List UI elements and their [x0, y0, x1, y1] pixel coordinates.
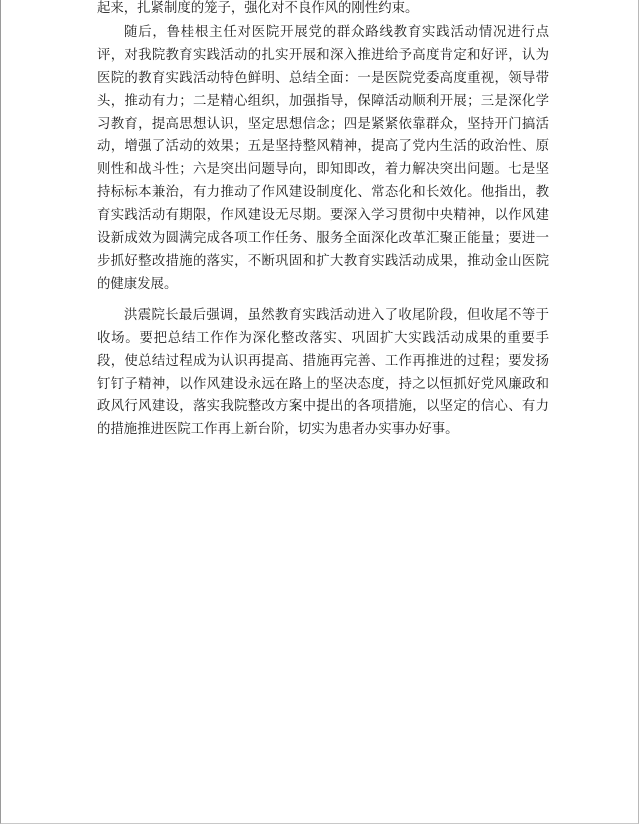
- page-body: [97, 0, 549, 442]
- paragraph-director-review: 随后，鲁桂根主任对医院开展党的群众路线教育实践活动情况进行点评，对我院教育实践活动的扎实开展和深入推进给予高度肯定和好评，认为医院的教育实践活动特色鲜明、总结全面：一是医院党委高度重视，领导带头，推动有力；二是精心组织，加强指导，保障活动顺利开展；三是深化学习教育，提高思想认识，坚定思想信念；四是紧紧依靠群众，坚持开门搞活动，增强了活动的效果；五是坚持整风精神，提高了党内生活的政治性、原则性和战斗性；六是突出问题导向，即知即改，着力解决突出问题。七是坚持标标本兼治，有力推动了作风建设制度化、常态化和长效化。他指出，教育实践活动有期限，作风建设无尽期。要深入学习贯彻中央精神，以作风建设新成效为圆满完成各项工作任务、服务全面深化改革汇聚正能量；要进一步抓好整改措施的落实，不断巩固和扩大教育实践活动成果，推动金山医院的健康发展。: [97, 24, 549, 292]
- paragraph-closing-fragment: 起来，扎紧制度的笼子，强化对不良作风的刚性约束。: [97, 1, 419, 16]
- paragraph-president-emphasis: 洪震院长最后强调，虽然教育实践活动进入了收尾阶段，但收尾不等于收场。要把总结工作作为深化整改落实、巩固扩大实践活动成果的重要手段，使总结过程成为认识再提高、措施再完善、工作再推进的过程；要发扬钉钉子精神，以作风建设永远在路上的坚决态度，持之以恒抓好党风廉政和政风行风建设，落实我院整改方案中提出的各项措施，以坚定的信心、有力的措施推进医院工作再上新台阶，切实为患者办实事办好事。: [97, 307, 549, 438]
